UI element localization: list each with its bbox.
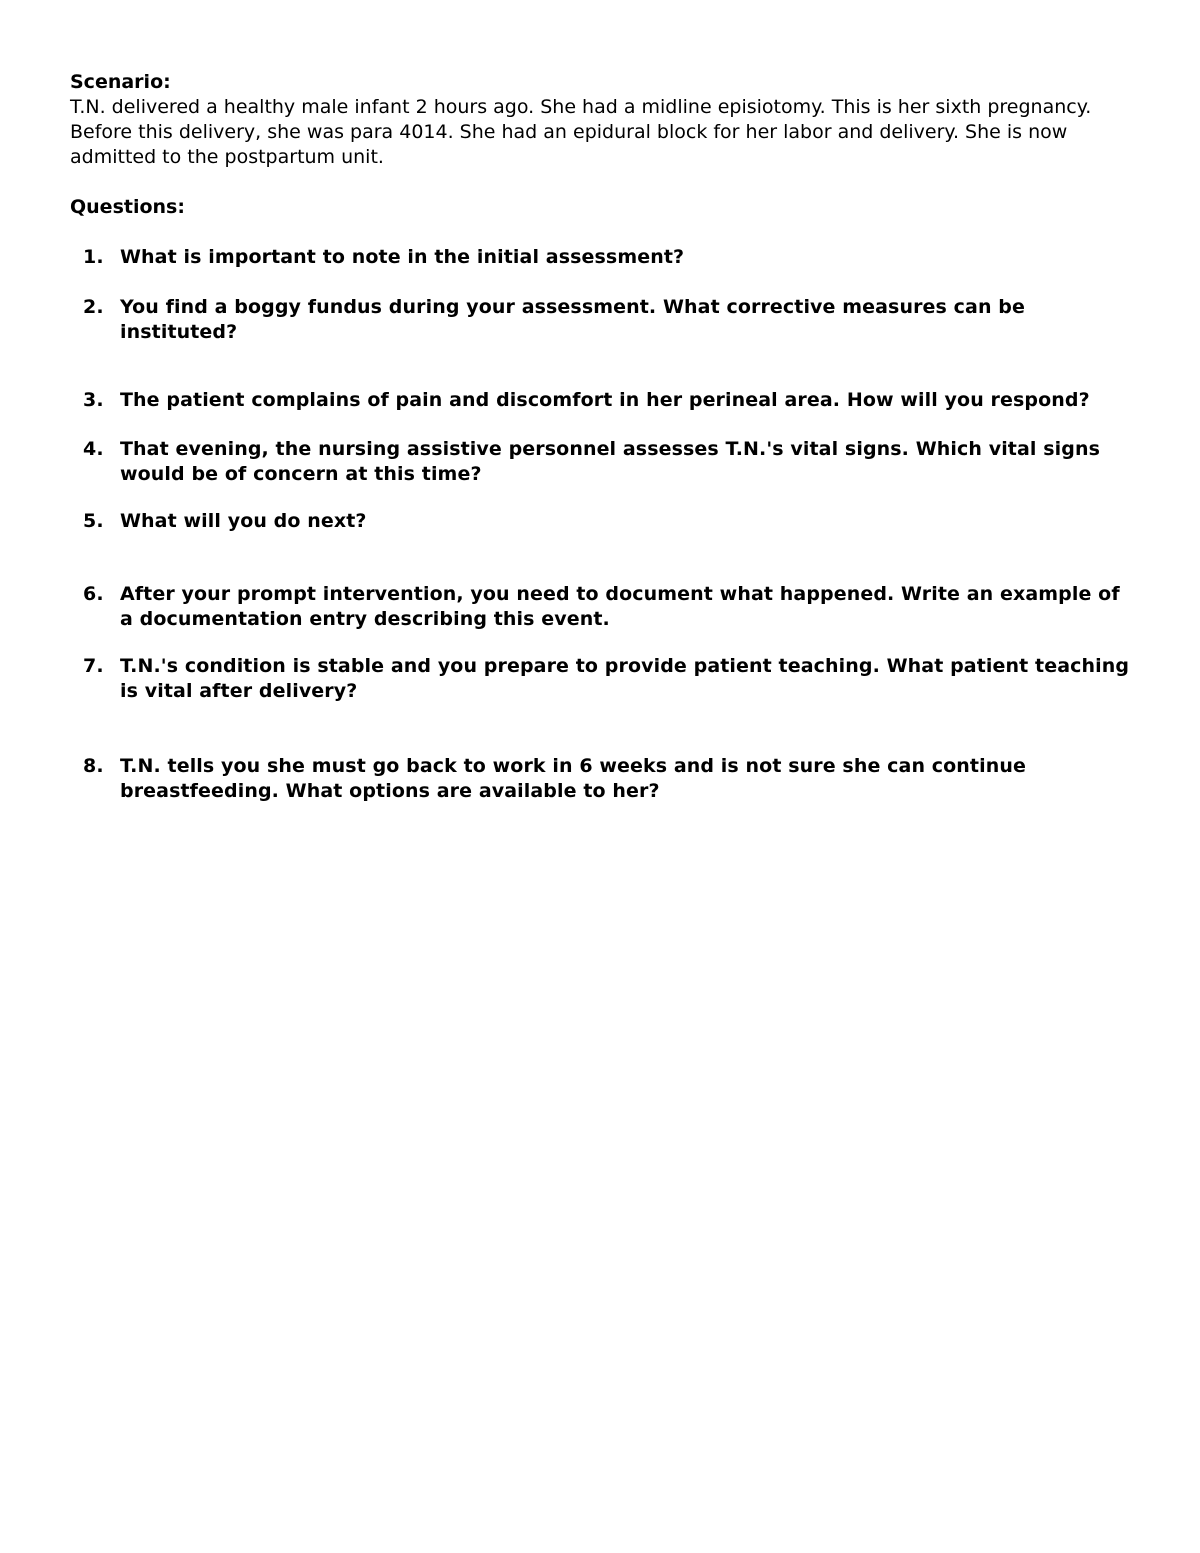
question-item: [70, 654, 1132, 704]
scenario-line: T.N. delivered a healthy male infant 2 hours ago. She had a midline episiotomy. This is her sixth pregnancy.: [70, 96, 1092, 118]
question-text: T.N.'s condition is stable and you prepare to provide patient teaching. What patient teaching is vital after delivery?: [120, 655, 1130, 702]
question-number: 6.: [83, 583, 104, 605]
question-item: [70, 245, 1132, 270]
question-text: After your prompt intervention, you need to document what happened. Write an example of a documentation entry describing this event.: [120, 583, 1120, 630]
question-text: T.N. tells you she must go back to work in 6 weeks and is not sure she can continue breastfeeding. What options are available to her?: [120, 755, 1026, 802]
question-text: That evening, the nursing assistive personnel assesses T.N.'s vital signs. Which vital signs would be of concern at this time?: [120, 438, 1100, 485]
question-text: The patient complains of pain and discomfort in her perineal area. How will you respond?: [120, 389, 1090, 411]
questions-heading: Questions:: [70, 196, 185, 218]
scenario-line: admitted to the postpartum unit.: [70, 146, 384, 168]
question-item: [70, 754, 1132, 804]
question-text: What is important to note in the initial assessment?: [120, 246, 685, 268]
question-text: What will you do next?: [120, 510, 367, 532]
question-number: 3.: [83, 389, 104, 411]
questions-list: [70, 245, 1132, 804]
question-number: 1.: [83, 246, 104, 268]
question-number: 7.: [83, 655, 104, 677]
question-number: 4.: [83, 438, 104, 460]
scenario-line: Before this delivery, she was para 4014. She had an epidural block for her labor and delivery. She is now: [70, 121, 1068, 143]
question-item: [70, 295, 1132, 345]
scenario-heading: Scenario:: [70, 71, 171, 93]
question-item: [70, 509, 1132, 534]
question-number: 2.: [83, 296, 104, 318]
question-text: You find a boggy fundus during your assessment. What corrective measures can be instituted?: [120, 296, 1025, 343]
document-content: [70, 70, 1132, 804]
question-item: [70, 388, 1132, 413]
question-number: 8.: [83, 755, 104, 777]
question-item: [70, 582, 1132, 632]
question-number: 5.: [83, 510, 104, 532]
question-item: [70, 437, 1132, 487]
